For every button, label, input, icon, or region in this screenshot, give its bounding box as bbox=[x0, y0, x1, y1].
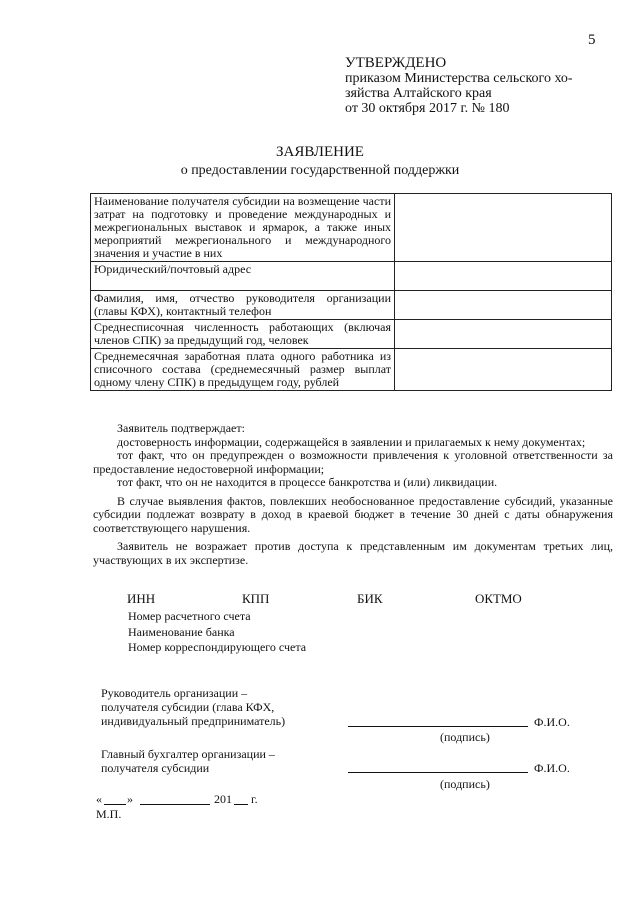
head-signature-line[interactable] bbox=[348, 726, 528, 727]
table-row bbox=[91, 320, 612, 349]
stamp-place-label: М.П. bbox=[96, 807, 122, 821]
row-label: Наименование получателя субсидии на возмещение части затрат на подготовку и проведение международных и межрегиональных выставок и ярмарок, а также иных мероприятий межрегионального и международного значения и участие в них bbox=[91, 194, 395, 262]
row-value-field[interactable] bbox=[395, 194, 612, 262]
kpp-label: КПП bbox=[242, 591, 270, 606]
date-day-line[interactable] bbox=[104, 804, 126, 805]
account-label: Номер расчетного счета bbox=[128, 609, 251, 623]
head-signature-caption: (подпись) bbox=[440, 730, 490, 744]
signature-label-line: Руководитель организации – bbox=[101, 686, 248, 700]
accountant-signature-line[interactable] bbox=[348, 772, 528, 773]
signature-label-line: получателя субсидии (глава КФХ, bbox=[101, 700, 275, 714]
date-year-suffix: г. bbox=[251, 792, 258, 806]
signature-label-line: индивидуальный предприниматель) bbox=[101, 714, 286, 728]
confirm-item: достоверность информации, содержащейся в заявлении и прилагаемых к нему документах; bbox=[117, 434, 586, 449]
refund-paragraph: В случае выявления фактов, повлекших необоснованное предоставление субсидий, указанные субсидии подлежат возврату в доход в краевой бюджет в течение 30 дней с даты обнаружения соответствующего нарушения. bbox=[93, 493, 613, 535]
date-year-line[interactable] bbox=[234, 804, 248, 805]
row-value-field[interactable] bbox=[395, 349, 612, 391]
table-row bbox=[91, 291, 612, 320]
confirm-intro: Заявитель подтверждает: bbox=[117, 421, 245, 435]
page-number: 5 bbox=[588, 32, 596, 48]
signature-label-line: получателя субсидии bbox=[101, 761, 210, 775]
approval-line: приказом Министерства сельского хо- bbox=[345, 71, 573, 86]
approval-heading: УТВЕРЖДЕНО bbox=[345, 55, 447, 71]
row-value-field[interactable] bbox=[395, 320, 612, 349]
date-close-quote: » bbox=[127, 792, 133, 806]
bank-label: Наименование банка bbox=[128, 624, 235, 639]
accountant-signature-label bbox=[101, 747, 275, 775]
date-year-prefix: 201 bbox=[214, 792, 232, 806]
signature-label-line: Главный бухгалтер организации – bbox=[101, 747, 275, 761]
document-subtitle: о предоставлении государственной поддержки bbox=[180, 163, 460, 178]
date-open-quote: « bbox=[96, 792, 102, 806]
bik-label: БИК bbox=[357, 591, 383, 606]
table-row bbox=[91, 349, 612, 391]
confirmation-text bbox=[93, 422, 613, 567]
accountant-fio-label: Ф.И.О. bbox=[534, 761, 570, 775]
row-label: Фамилия, имя, отчество руководителя организации (главы КФХ), контактный телефон bbox=[91, 291, 395, 320]
document-title: ЗАЯВЛЕНИЕ bbox=[276, 144, 364, 160]
date-month-line[interactable] bbox=[140, 804, 210, 805]
row-label: Среднемесячная заработная плата одного работника из списочного состава (среднемесячный размер выплат одному члену СПК) в предыдущем году, рублей bbox=[91, 349, 395, 391]
inn-label: ИНН bbox=[127, 591, 156, 606]
approval-line: от 30 октября 2017 г. № 180 bbox=[345, 101, 510, 116]
row-label: Среднесписочная численность работающих (включая членов СПК) за предыдущий год, человек bbox=[91, 320, 395, 349]
accountant-signature-caption: (подпись) bbox=[440, 777, 490, 791]
confirm-item: тот факт, что он предупрежден о возможности привлечения к уголовной ответственности за предоставление недостоверной информации; bbox=[93, 448, 613, 476]
confirm-item: тот факт, что он не находится в процессе банкротства и (или) ликвидации. bbox=[117, 475, 498, 489]
row-value-field[interactable] bbox=[395, 291, 612, 320]
table-row bbox=[91, 262, 612, 291]
requisites-list bbox=[128, 609, 306, 656]
head-signature-label bbox=[101, 686, 285, 728]
approval-block bbox=[345, 56, 573, 116]
consent-paragraph: Заявитель не возражает против доступа к представленным им документам третьих лиц, участвующих в их экспертизе. bbox=[93, 539, 613, 567]
approval-line: зяйства Алтайского края bbox=[345, 86, 492, 101]
oktmo-label: ОКТМО bbox=[475, 591, 522, 606]
row-label: Юридический/почтовый адрес bbox=[91, 262, 395, 291]
application-table bbox=[90, 193, 612, 391]
head-fio-label: Ф.И.О. bbox=[534, 715, 570, 729]
row-value-field[interactable] bbox=[395, 262, 612, 291]
corr-account-label: Номер корреспондирующего счета bbox=[128, 640, 307, 654]
table-row bbox=[91, 194, 612, 262]
